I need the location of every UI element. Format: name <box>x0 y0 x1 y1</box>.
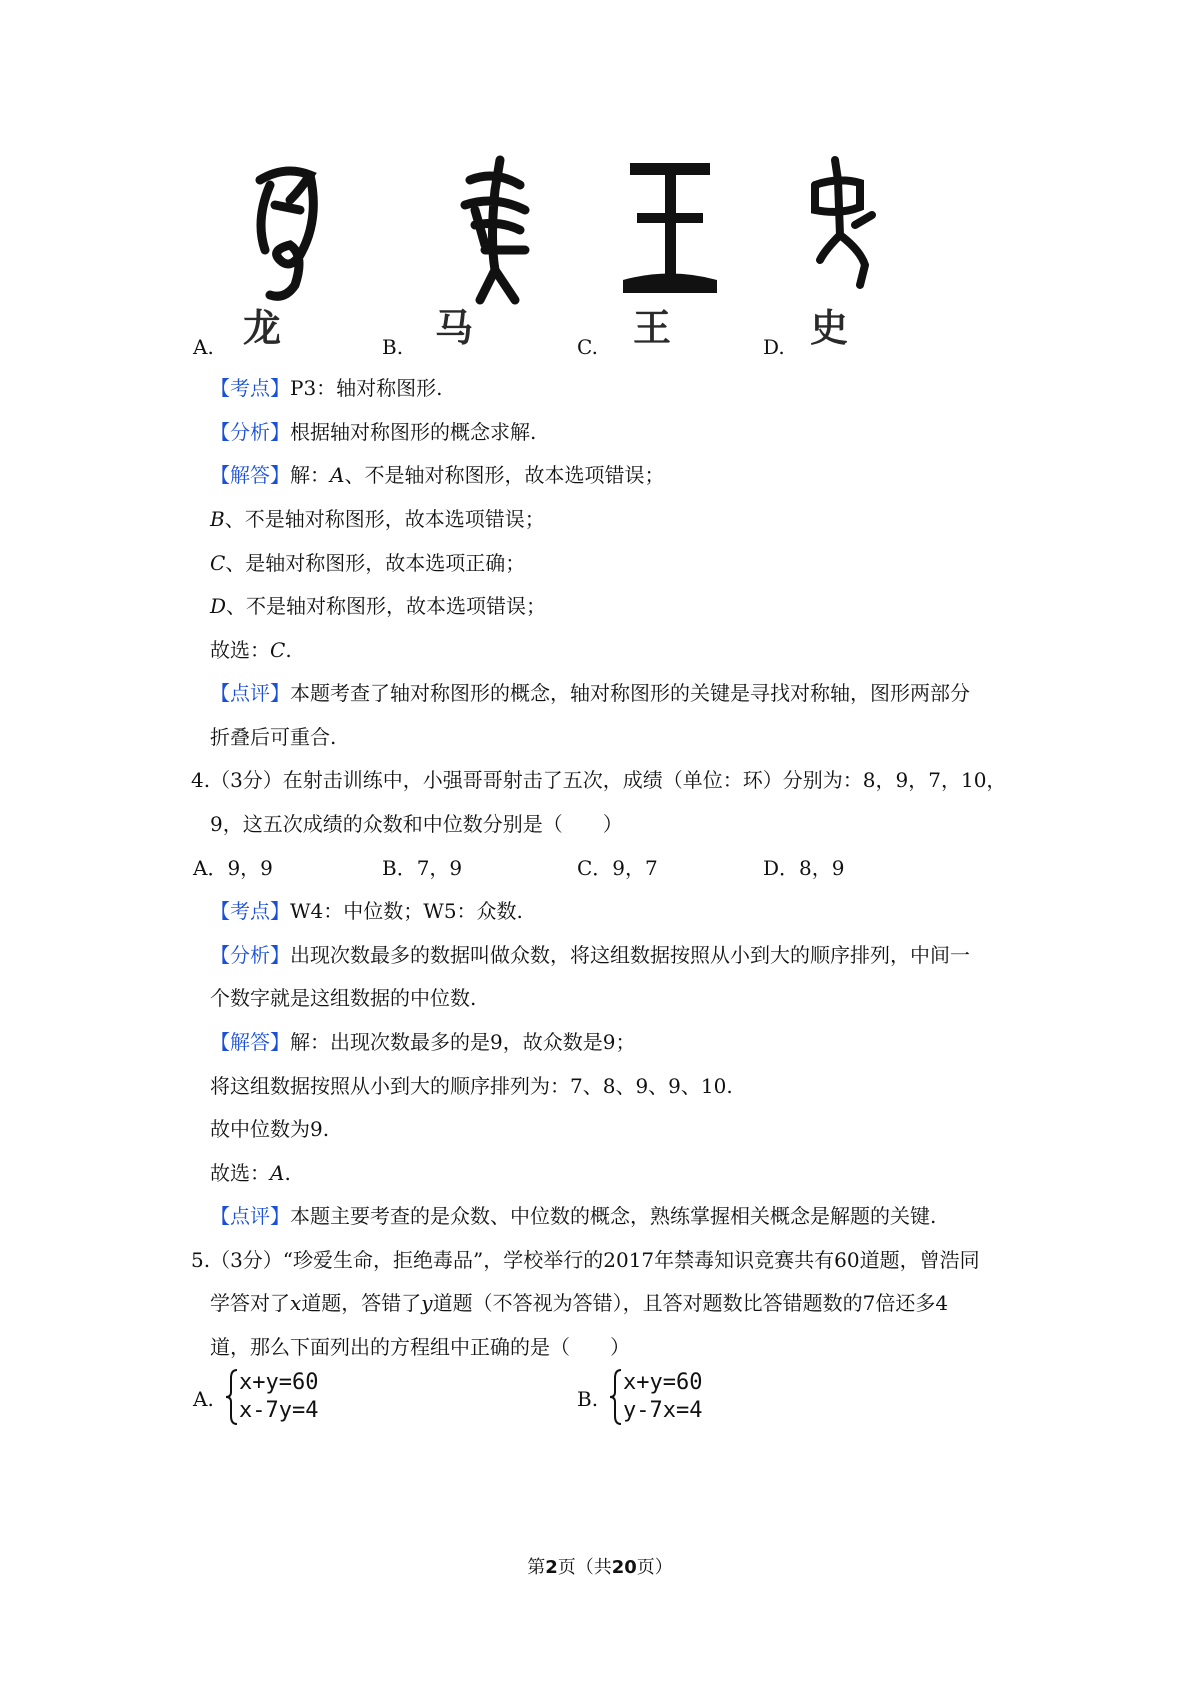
option-b-label: B. <box>382 335 404 359</box>
q4-choice: 故选：A. <box>210 1161 291 1185</box>
ancient-glyph-wang-icon <box>615 155 725 300</box>
q3-choice: 故选：C. <box>210 638 292 662</box>
q5-stem-line3: 道，那么下面列出的方程组中正确的是（ ） <box>210 1335 630 1359</box>
q4-solution-line3: 故中位数为9. <box>210 1117 330 1141</box>
q4-fenxi: 【分析】出现次数最多的数据叫做众数，将这组数据按照从小到大的顺序排列，中间一 <box>210 943 970 967</box>
ancient-glyph-shi-icon <box>800 155 880 290</box>
q5-option-a-label: A. <box>193 1387 214 1411</box>
q4-stem-line1: 4.（3分）在射击训练中，小强哥哥射击了五次，成绩（单位：环）分别为：8，9，7，10， <box>191 768 1007 792</box>
option-a-caption: 龙 <box>243 306 282 350</box>
ancient-glyph-ma-icon <box>445 150 535 310</box>
q5-option-b-eq1: x+y=60 <box>623 1370 703 1395</box>
page-total: 20 <box>611 1557 637 1578</box>
q5-option-a-eq1: x+y=60 <box>239 1370 319 1395</box>
q3-fenxi: 【分析】根据轴对称图形的概念求解. <box>210 420 537 444</box>
q3-kaodian: 【考点】P3：轴对称图形. <box>210 376 443 400</box>
q4-option-d: D．8，9 <box>763 856 845 880</box>
option-b-caption: 马 <box>435 306 474 350</box>
q5-option-a-system <box>225 1368 335 1428</box>
option-c-label: C. <box>577 335 598 359</box>
dianping-tag: 【点评】 <box>210 681 290 705</box>
q4-stem-line2: 9，这五次成绩的众数和中位数分别是（ ） <box>210 812 623 836</box>
q4-option-b: B．7，9 <box>382 856 463 880</box>
q5-option-b-label: B. <box>577 1387 599 1411</box>
q5-option-b-system <box>609 1368 719 1428</box>
option-c-caption: 王 <box>633 306 672 350</box>
fenxi-tag: 【分析】 <box>210 420 290 444</box>
q4-solution-line2: 将这组数据按照从小到大的顺序排列为：7、8、9、9、10. <box>210 1074 733 1098</box>
q4-jieda: 【解答】解：出现次数最多的是9，故众数是9； <box>210 1030 636 1054</box>
left-brace-icon <box>609 1368 623 1426</box>
q5-stem-line2: 学答对了x道题，答错了y道题（不答视为答错），且答对题数比答错题数的7倍还多4 <box>210 1291 949 1315</box>
page-number: 2 <box>545 1557 558 1578</box>
option-a-label: A. <box>193 335 214 359</box>
q4-option-c: C．9，7 <box>577 856 658 880</box>
jieda-tag: 【解答】 <box>210 463 290 487</box>
q5-option-a-eq2: x-7y=4 <box>239 1398 319 1423</box>
q4-dianping: 【点评】本题主要考查的是众数、中位数的概念，熟练掌握相关概念是解题的关键. <box>210 1204 937 1228</box>
q5-option-b-eq2: y-7x=4 <box>623 1398 703 1423</box>
q3-dianping: 【点评】本题考查了轴对称图形的概念，轴对称图形的关键是寻找对称轴，图形两部分 <box>210 681 970 705</box>
q3-solution-d: D、不是轴对称图形，故本选项错误； <box>210 594 547 618</box>
q4-fenxi-line2: 个数字就是这组数据的中位数. <box>210 986 477 1010</box>
q3-solution-c: C、是轴对称图形，故本选项正确； <box>210 551 526 575</box>
q5-stem-line1: 5.（3分）“珍爱生命，拒绝毒品”，学校举行的2017年禁毒知识竞赛共有60道题，曾浩同 <box>191 1248 980 1272</box>
q3-jieda: 【解答】解：A、不是轴对称图形，故本选项错误； <box>210 463 665 487</box>
ancient-glyph-long-icon <box>240 160 330 310</box>
page-footer: 第2页（共20页） <box>527 1557 673 1578</box>
q4-kaodian: 【考点】W4：中位数；W5：众数. <box>210 899 523 923</box>
q3-dianping-line2: 折叠后可重合. <box>210 725 337 749</box>
option-d-caption: 史 <box>810 306 849 350</box>
left-brace-icon <box>225 1368 239 1426</box>
q4-option-a: A．9，9 <box>193 856 273 880</box>
option-d-label: D. <box>763 335 785 359</box>
q3-solution-b: B、不是轴对称图形，故本选项错误； <box>210 507 545 531</box>
kaodian-tag: 【考点】 <box>210 376 290 400</box>
